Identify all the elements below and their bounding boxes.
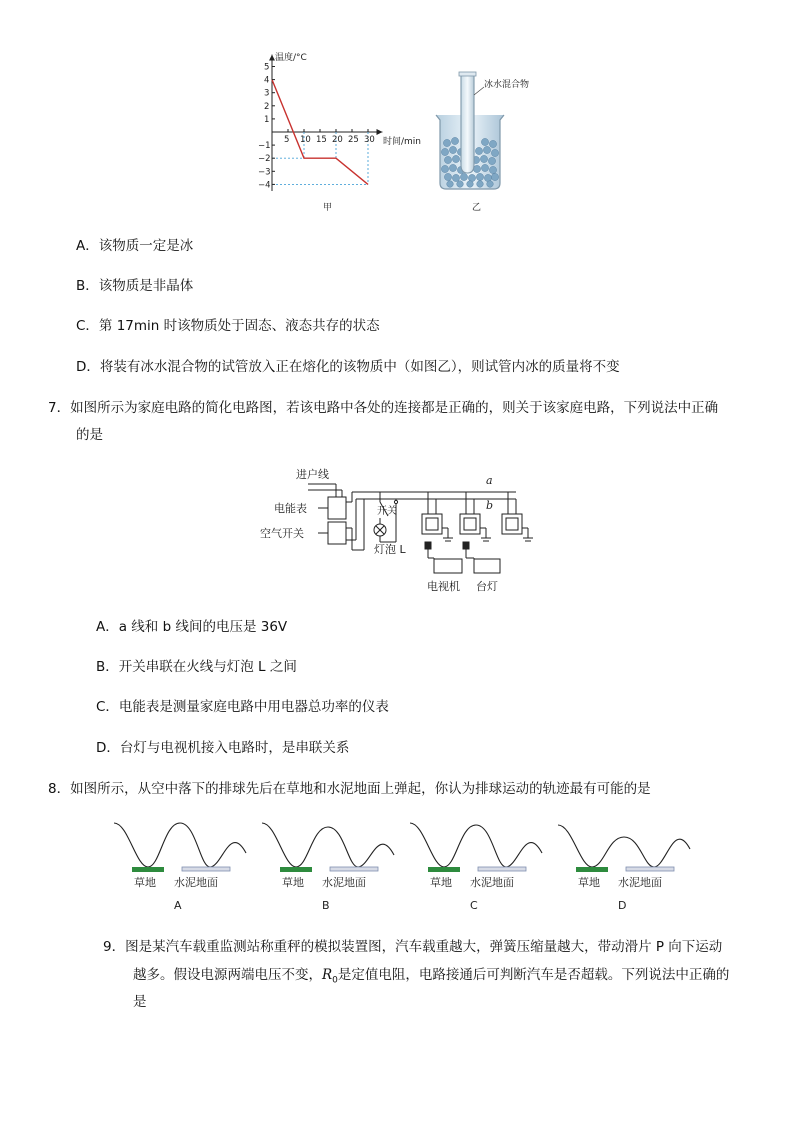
option-letter: A [174, 899, 182, 912]
q7-option-a: A．a 线和 b 线间的电压是 36V [96, 619, 288, 635]
option-letter: C [470, 899, 478, 912]
concrete-strip [478, 867, 526, 871]
y-tick-label: −1 [258, 141, 271, 152]
temperature-chart [250, 40, 430, 220]
concrete-label: 水泥地面 [322, 876, 366, 889]
q9-resistor-subscript: 0 [332, 975, 338, 986]
grass-strip [132, 867, 164, 872]
trajectory-option-b [258, 815, 398, 915]
label-tv: 电视机 [427, 580, 460, 593]
q6-option-a: A．该物质一定是冰 [76, 238, 194, 254]
q8-trajectory-figures [110, 815, 690, 915]
switch-icon [394, 500, 397, 503]
concrete-label: 水泥地面 [470, 876, 514, 889]
q7-stem-line1: 7．如图所示为家庭电路的简化电路图，若该电路中各处的连接都是正确的，则关于该家庭电路，下列说法中正确 [48, 400, 719, 416]
ball-trajectory [410, 823, 542, 867]
y-tick-label: −2 [258, 154, 271, 165]
y-axis-label: 温度/°C [275, 53, 307, 63]
label-breaker: 空气开关 [260, 527, 304, 540]
q9-line3: 是 [133, 994, 147, 1010]
option-letter: B [322, 899, 330, 912]
label-incoming: 进户线 [296, 468, 329, 481]
q9-line2-part-a: 越多。假设电源两端电压不变， [133, 967, 322, 983]
fig-b-label: 冰水混合物 [484, 80, 530, 90]
q7-stem-line2: 的是 [76, 427, 103, 443]
ball-trajectory [262, 823, 394, 867]
x-tick-label: 5 [284, 135, 290, 145]
trajectory-option-d [554, 815, 694, 915]
y-tick-label: 4 [264, 75, 270, 86]
q9-line2-part-b: 是定值电阻，电路接通后可判断汽车是否超载。下列说法中正确的 [337, 967, 730, 983]
concrete-label: 水泥地面 [174, 876, 218, 889]
label-bulb: 灯泡 L [374, 543, 406, 556]
label-switch: 开关 [377, 506, 397, 517]
q6-option-b: B．该物质是非晶体 [76, 278, 194, 294]
concrete-strip [626, 867, 674, 871]
x-axis-label: 时间/min [383, 137, 422, 147]
circuit-diagram [256, 462, 546, 597]
q6-option-c: C．第 17min 时该物质处于固态、液态共存的状态 [76, 318, 380, 334]
q6-option-d: D．将装有冰水混合物的试管放入正在熔化的该物质中（如图乙），则试管内冰的质量将不变 [76, 359, 620, 375]
grass-strip [576, 867, 608, 872]
chart-ticks [258, 63, 375, 191]
x-tick-label: 30 [364, 135, 375, 145]
grass-label: 草地 [134, 876, 156, 889]
label-wire-b: b [486, 499, 494, 512]
q7-option-c: C．电能表是测量家庭电路中用电器总功率的仪表 [96, 699, 389, 715]
concrete-strip [330, 867, 378, 871]
y-tick-label: −3 [258, 167, 271, 178]
x-tick-label: 25 [348, 135, 359, 145]
ball-trajectory [114, 823, 246, 867]
y-tick-label: 1 [264, 114, 270, 125]
trajectory-option-a [110, 815, 250, 915]
label-meter: 电能表 [274, 502, 307, 515]
grass-strip [280, 867, 312, 872]
chart-axes [272, 55, 382, 191]
grass-strip [428, 867, 460, 872]
y-tick-label: 5 [264, 62, 270, 73]
label-lamp: 台灯 [476, 580, 498, 593]
grass-label: 草地 [430, 876, 452, 889]
x-tick-label: 15 [316, 135, 327, 145]
q9-resistor-symbol: R [322, 967, 333, 983]
option-letter: D [618, 899, 627, 912]
q9-line2 [133, 965, 729, 991]
fig-a-caption: 甲 [323, 203, 333, 213]
fig-b-caption: 乙 [472, 203, 482, 213]
q7-option-b: B．开关串联在火线与灯泡 L 之间 [96, 659, 297, 675]
q8-stem: 8．如图所示，从空中落下的排球先后在草地和水泥地面上弹起，你认为排球运动的轨迹最有可能的是 [48, 781, 651, 797]
grass-label: 草地 [578, 876, 600, 889]
label-wire-a: a [486, 474, 493, 487]
y-tick-label: 2 [264, 101, 270, 112]
trajectory-option-c [406, 815, 546, 915]
y-tick-label: −4 [258, 180, 271, 191]
beaker-figure [430, 65, 560, 220]
y-tick-label: 3 [264, 88, 270, 99]
q7-option-d: D．台灯与电视机接入电路时，是串联关系 [96, 740, 350, 756]
concrete-label: 水泥地面 [618, 876, 662, 889]
x-tick-label: 20 [332, 135, 343, 145]
x-tick-label: 10 [300, 135, 311, 145]
grass-label: 草地 [282, 876, 304, 889]
bulb-icon [374, 524, 386, 536]
test-tube-icon [461, 75, 474, 173]
q9-line1: 9．图是某汽车载重监测站称重秤的模拟装置图，汽车载重越大，弹簧压缩量越大，带动滑片 P 向下运动 [103, 939, 723, 955]
concrete-strip [182, 867, 230, 871]
ball-trajectory [558, 825, 690, 867]
